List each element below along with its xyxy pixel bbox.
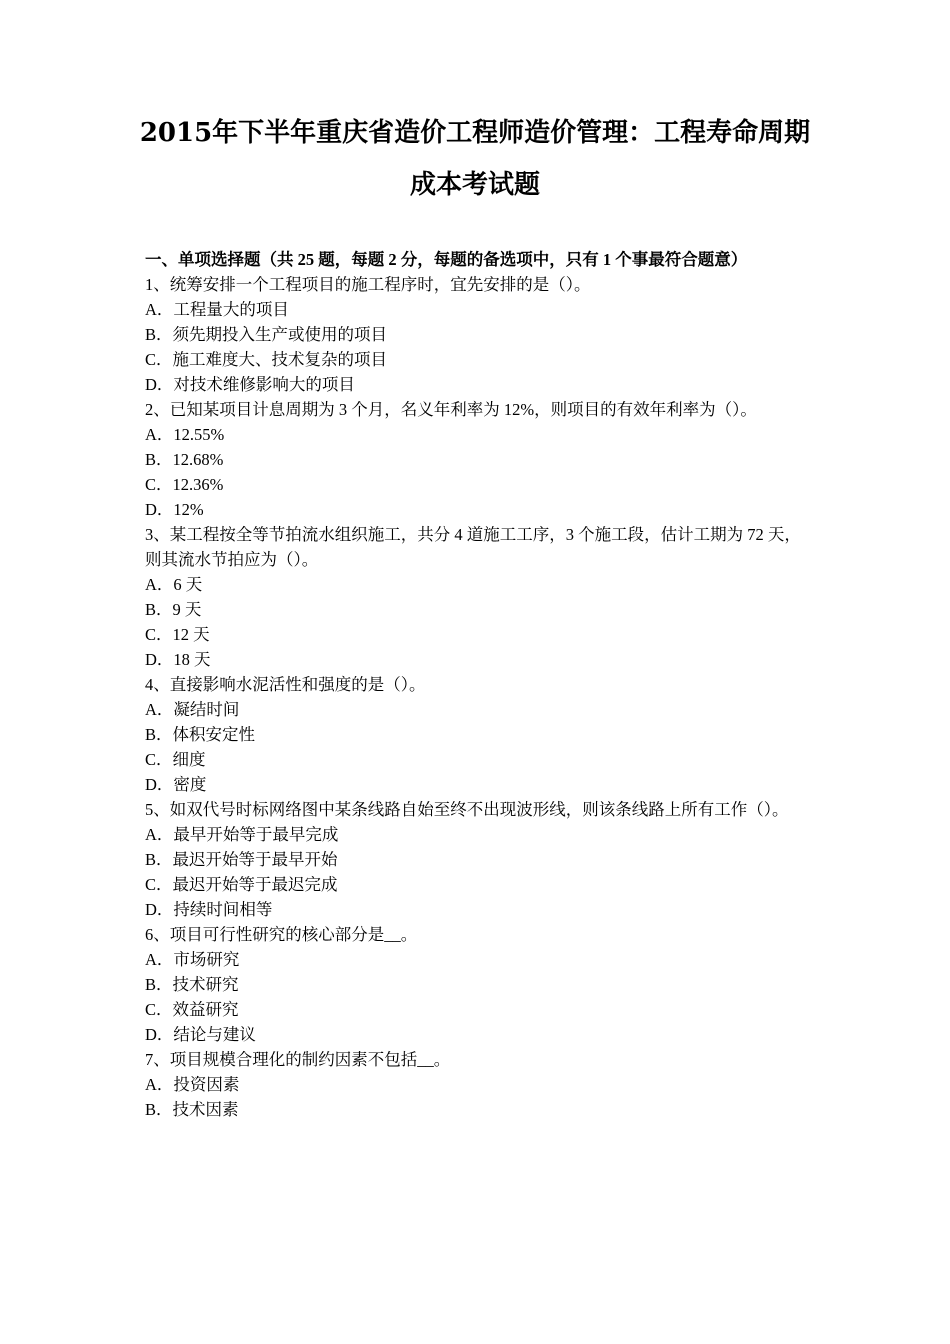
option-c: C．细度 bbox=[145, 750, 206, 769]
option-c: C．12.36% bbox=[145, 475, 224, 494]
question-text: 7、项目规模合理化的制约因素不包括__。 bbox=[145, 1050, 451, 1069]
option-d: D．对技术维修影响大的项目 bbox=[145, 375, 355, 394]
question-7 bbox=[145, 1047, 807, 1122]
option-d: D．18 天 bbox=[145, 650, 211, 669]
option-d: D．结论与建议 bbox=[145, 1025, 256, 1044]
option-c: C．施工难度大、技术复杂的项目 bbox=[145, 350, 388, 369]
option-a: A．市场研究 bbox=[145, 950, 240, 969]
option-b: B．须先期投入生产或使用的项目 bbox=[145, 325, 388, 344]
question-text: 2、已知某项目计息周期为 3 个月，名义年利率为 12%，则项目的有效年利率为（）。 bbox=[145, 400, 757, 419]
option-a: A．凝结时间 bbox=[145, 700, 240, 719]
question-text: 5、如双代号时标网络图中某条线路自始至终不出现波形线，则该条线路上所有工作（）。 bbox=[145, 800, 789, 819]
question-text: 4、直接影响水泥活性和强度的是（）。 bbox=[145, 675, 426, 694]
question-3 bbox=[145, 522, 807, 672]
document-body bbox=[145, 247, 807, 1122]
option-d: D．密度 bbox=[145, 775, 207, 794]
question-4 bbox=[145, 672, 807, 797]
option-a: A．12.55% bbox=[145, 425, 225, 444]
option-d: D．持续时间相等 bbox=[145, 900, 273, 919]
option-b: B．9 天 bbox=[145, 600, 202, 619]
option-a: A．6 天 bbox=[145, 575, 203, 594]
question-text: 6、项目可行性研究的核心部分是__。 bbox=[145, 925, 418, 944]
option-c: C．12 天 bbox=[145, 625, 210, 644]
question-text: 3、某工程按全等节拍流水组织施工，共分 4 道施工工序，3 个施工段，估计工期为 72 天，则其流水节拍应为（）。 bbox=[145, 525, 801, 569]
option-b: B．最迟开始等于最早开始 bbox=[145, 850, 338, 869]
option-b: B．技术因素 bbox=[145, 1100, 239, 1119]
question-text: 1、统筹安排一个工程项目的施工程序时，宜先安排的是（）。 bbox=[145, 275, 591, 294]
option-b: B．体积安定性 bbox=[145, 725, 256, 744]
option-b: B．12.68% bbox=[145, 450, 224, 469]
option-c: C．最迟开始等于最迟完成 bbox=[145, 875, 338, 894]
option-b: B．技术研究 bbox=[145, 975, 239, 994]
question-5 bbox=[145, 797, 807, 922]
question-1 bbox=[145, 272, 807, 397]
option-a: A．最早开始等于最早完成 bbox=[145, 825, 339, 844]
option-d: D．12% bbox=[145, 500, 204, 519]
document-title-line-2: 成本考试题 bbox=[409, 170, 540, 200]
option-a: A．工程量大的项目 bbox=[145, 300, 289, 319]
question-2 bbox=[145, 397, 807, 522]
option-c: C．效益研究 bbox=[145, 1000, 239, 1019]
section-heading: 一、单项选择题（共 25 题，每题 2 分，每题的备选项中，只有 1 个事最符合题意） bbox=[145, 250, 748, 269]
document-title-line-1: 2015年下半年重庆省造价工程师造价管理：工程寿命周期 bbox=[139, 118, 811, 148]
question-6 bbox=[145, 922, 807, 1047]
option-a: A．投资因素 bbox=[145, 1075, 240, 1094]
